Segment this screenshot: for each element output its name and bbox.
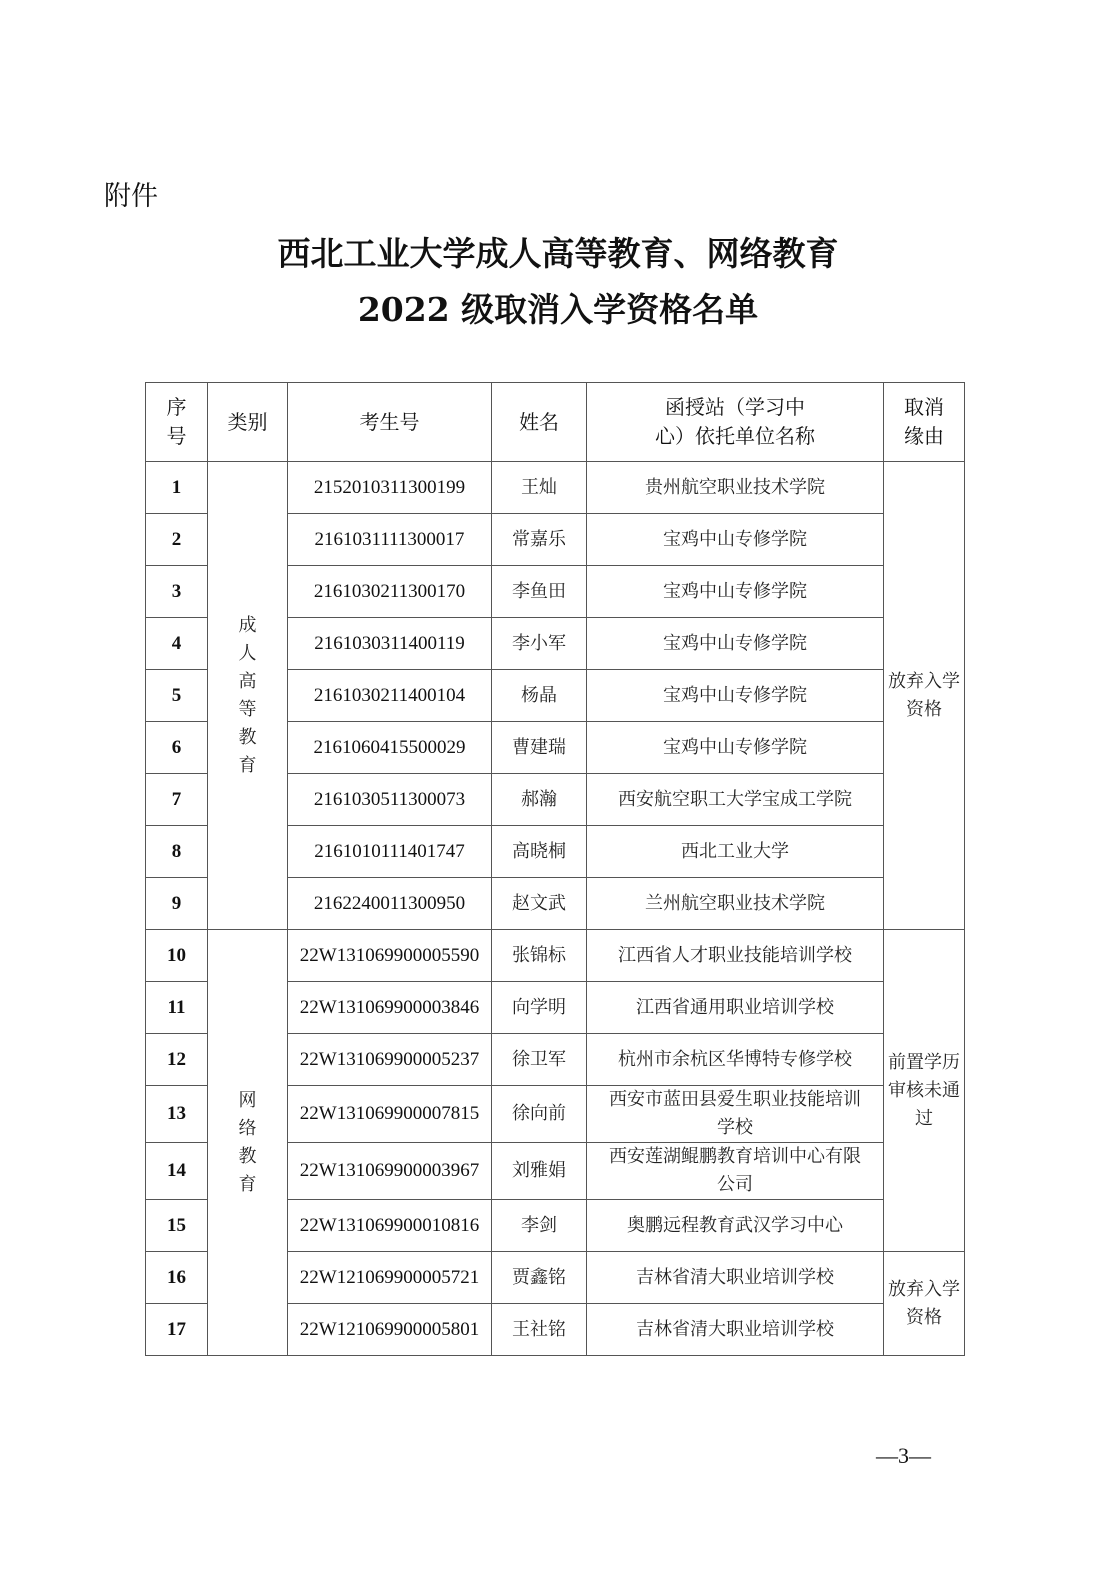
page-number: —3— [876, 1443, 931, 1468]
center-name: 宝鸡中山专修学院 [587, 566, 884, 618]
exam-id: 2162240011300950 [288, 878, 492, 930]
center-name: 江西省人才职业技能培训学校 [587, 930, 884, 982]
row-no: 13 [146, 1086, 208, 1143]
student-name: 贾鑫铭 [492, 1252, 587, 1304]
center-name: 杭州市余杭区华博特专修学校 [587, 1034, 884, 1086]
row-no: 1 [146, 462, 208, 514]
table-header-row [146, 383, 965, 462]
center-name: 奥鹏远程教育武汉学习中心 [587, 1200, 884, 1252]
exam-id: 2161030211300170 [288, 566, 492, 618]
center-name: 西安莲湖鲲鹏教育培训中心有限公司 [587, 1143, 884, 1200]
row-no: 7 [146, 774, 208, 826]
row-no: 3 [146, 566, 208, 618]
student-name: 杨晶 [492, 670, 587, 722]
exam-id: 2152010311300199 [288, 462, 492, 514]
exam-id: 2161060415500029 [288, 722, 492, 774]
center-name: 西安航空职工大学宝成工学院 [587, 774, 884, 826]
header-reason: 取消缘由 [884, 383, 965, 462]
student-name: 刘雅娟 [492, 1143, 587, 1200]
center-name: 宝鸡中山专修学院 [587, 670, 884, 722]
row-no: 2 [146, 514, 208, 566]
center-name: 兰州航空职业技术学院 [587, 878, 884, 930]
student-name: 常嘉乐 [492, 514, 587, 566]
student-name: 郝瀚 [492, 774, 587, 826]
exam-id: 22W131069900005590 [288, 930, 492, 982]
header-center: 函授站（学习中心）依托单位名称 [587, 383, 884, 462]
row-no: 10 [146, 930, 208, 982]
row-no: 9 [146, 878, 208, 930]
row-no: 11 [146, 982, 208, 1034]
center-name: 吉林省清大职业培训学校 [587, 1304, 884, 1356]
row-no: 14 [146, 1143, 208, 1200]
center-name: 西北工业大学 [587, 826, 884, 878]
row-no: 4 [146, 618, 208, 670]
center-name: 贵州航空职业技术学院 [587, 462, 884, 514]
student-name: 徐卫军 [492, 1034, 587, 1086]
center-name: 吉林省清大职业培训学校 [587, 1252, 884, 1304]
exam-id: 22W121069900005801 [288, 1304, 492, 1356]
row-no: 8 [146, 826, 208, 878]
cancellation-list-table [145, 382, 965, 1356]
student-name: 李鱼田 [492, 566, 587, 618]
student-name: 曹建瑞 [492, 722, 587, 774]
student-name: 王社铭 [492, 1304, 587, 1356]
row-no: 17 [146, 1304, 208, 1356]
category-cell: 成人高等教育 [208, 462, 288, 930]
student-name: 高晓桐 [492, 826, 587, 878]
header-no: 序号 [146, 383, 208, 462]
row-no: 16 [146, 1252, 208, 1304]
row-no: 5 [146, 670, 208, 722]
student-name: 赵文武 [492, 878, 587, 930]
exam-id: 2161030311400119 [288, 618, 492, 670]
student-name: 王灿 [492, 462, 587, 514]
row-no: 15 [146, 1200, 208, 1252]
exam-id: 22W131069900005237 [288, 1034, 492, 1086]
student-name: 张锦标 [492, 930, 587, 982]
header-name: 姓名 [492, 383, 587, 462]
student-name: 李剑 [492, 1200, 587, 1252]
document-title-line-1: 西北工业大学成人高等教育、网络教育 [277, 234, 839, 273]
row-no: 12 [146, 1034, 208, 1086]
center-name: 江西省通用职业培训学校 [587, 982, 884, 1034]
exam-id: 2161031111300017 [288, 514, 492, 566]
exam-id: 22W131069900007815 [288, 1086, 492, 1143]
student-name: 徐向前 [492, 1086, 587, 1143]
center-name: 宝鸡中山专修学院 [587, 618, 884, 670]
exam-id: 22W131069900003846 [288, 982, 492, 1034]
student-name: 向学明 [492, 982, 587, 1034]
center-name: 西安市蓝田县爱生职业技能培训学校 [587, 1086, 884, 1143]
exam-id: 22W131069900010816 [288, 1200, 492, 1252]
reason-cell: 放弃入学资格 [884, 1252, 965, 1356]
center-name: 宝鸡中山专修学院 [587, 514, 884, 566]
category-cell: 网络教育 [208, 930, 288, 1356]
center-name: 宝鸡中山专修学院 [587, 722, 884, 774]
header-exam-id: 考生号 [288, 383, 492, 462]
attachment-label: 附件 [104, 181, 158, 212]
reason-cell: 放弃入学资格 [884, 462, 965, 930]
document-title-line-2: 2022 级取消入学资格名单 [357, 290, 759, 329]
exam-id: 22W131069900003967 [288, 1143, 492, 1200]
table-row [146, 930, 965, 982]
exam-id: 22W121069900005721 [288, 1252, 492, 1304]
student-name: 李小军 [492, 618, 587, 670]
exam-id: 2161010111401747 [288, 826, 492, 878]
reason-cell: 前置学历审核未通过 [884, 930, 965, 1252]
row-no: 6 [146, 722, 208, 774]
header-category: 类别 [208, 383, 288, 462]
table-row [146, 462, 965, 514]
exam-id: 2161030511300073 [288, 774, 492, 826]
exam-id: 2161030211400104 [288, 670, 492, 722]
